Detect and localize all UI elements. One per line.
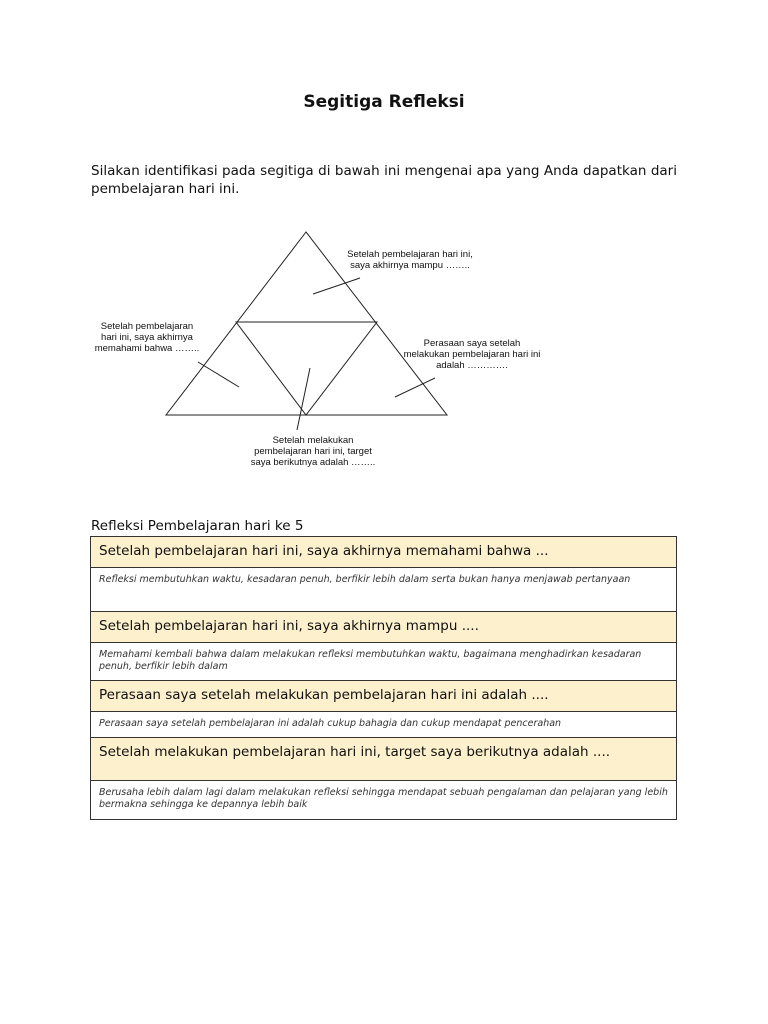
pointer-right: [395, 378, 435, 397]
table-caption: Refleksi Pembelajaran hari ke 5: [91, 518, 304, 534]
diagram-label-top: Setelah pembelajaran hari ini, saya akhirnya mampu ……..: [347, 249, 473, 271]
reflection-triangle-diagram: [90, 220, 550, 485]
diagram-label-left: Setelah pembelajaran hari ini, saya akhirnya memahami bahwa ……..: [94, 321, 200, 354]
diagram-label-right: Perasaan saya setelah melakukan pembelajaran hari ini adalah ………….: [403, 338, 541, 371]
pointer-top: [313, 278, 360, 294]
table-row-prompt: Setelah pembelajaran hari ini, saya akhirnya memahami bahwa ...: [91, 537, 676, 568]
page-title: Segitiga Refleksi: [303, 92, 465, 112]
table-row-answer: Refleksi membutuhkan waktu, kesadaran penuh, berfikir lebih dalam serta bukan hanya menjawab pertanyaan: [91, 568, 676, 612]
diagram-label-bottom: Setelah melakukan pembelajaran hari ini, target saya berikutnya adalah ……..: [250, 435, 376, 468]
table-row-answer: Perasaan saya setelah pembelajaran ini adalah cukup bahagia dan cukup mendapat pencerahan: [91, 712, 676, 738]
reflection-table: [90, 536, 677, 820]
table-row-prompt: Setelah pembelajaran hari ini, saya akhirnya mampu ....: [91, 612, 676, 643]
inner-triangle: [236, 322, 377, 415]
pointer-left: [198, 362, 239, 387]
intro-paragraph: Silakan identifikasi pada segitiga di bawah ini mengenai apa yang Anda dapatkan dari pembelajaran hari ini.: [91, 163, 677, 197]
table-row-answer: Berusaha lebih dalam lagi dalam melakukan refleksi sehingga mendapat sebuah pengalaman dan pelajaran yang lebih bermakna sehingga ke depannya lebih baik: [91, 781, 676, 819]
table-row-prompt: Perasaan saya setelah melakukan pembelajaran hari ini adalah ....: [91, 681, 676, 712]
pointer-bottom: [297, 368, 310, 430]
table-row-prompt: Setelah melakukan pembelajaran hari ini, target saya berikutnya adalah ....: [91, 738, 676, 781]
table-row-answer: Memahami kembali bahwa dalam melakukan refleksi membutuhkan waktu, bagaimana menghadirkan kesadaran penuh, berfikir lebih dalam: [91, 643, 676, 681]
